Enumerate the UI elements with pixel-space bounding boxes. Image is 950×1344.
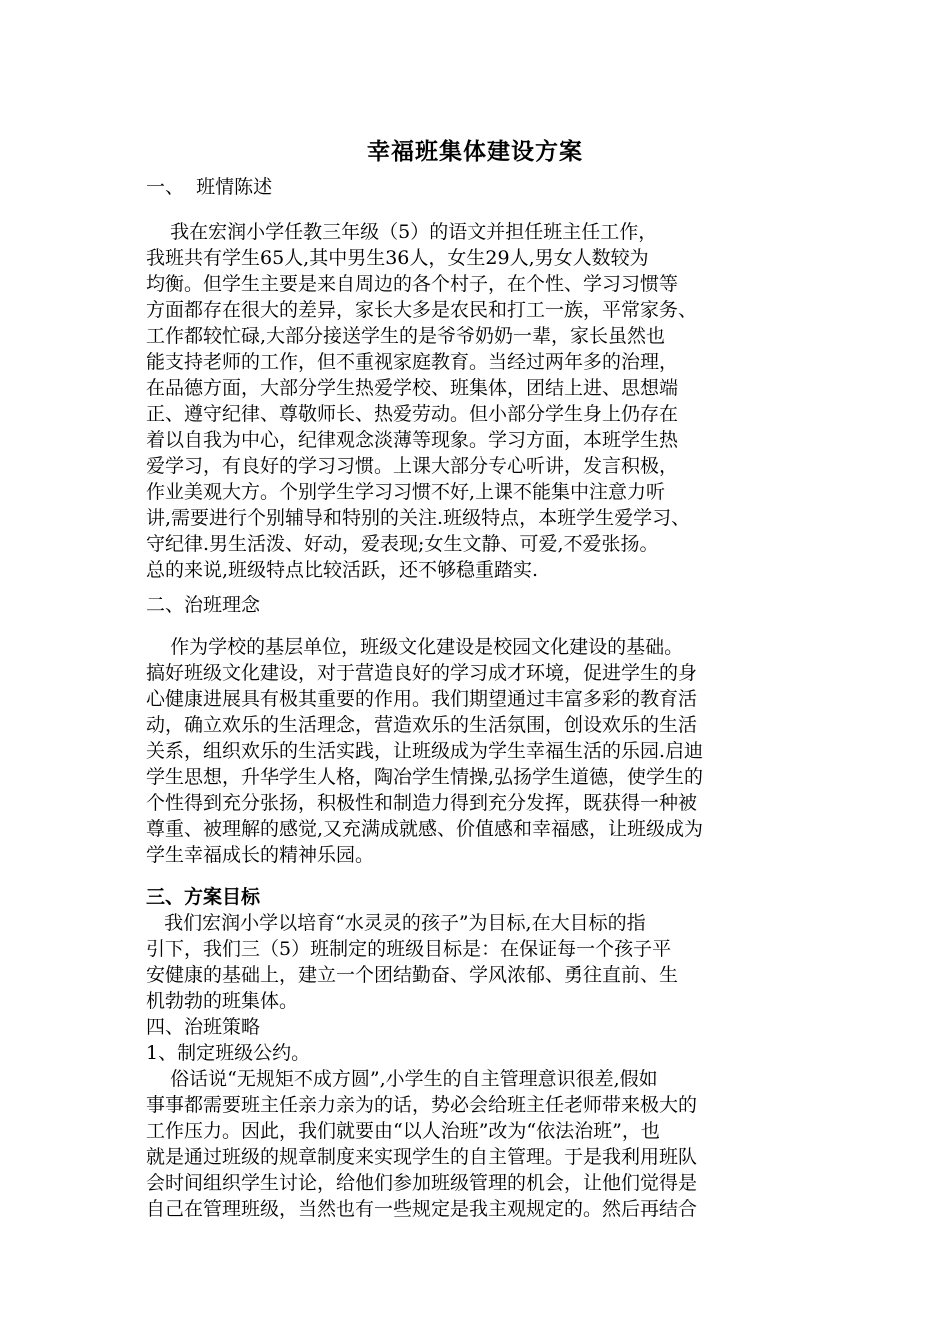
paragraph-line: 我在宏润小学任教三年级（5）的语文并担任班主任工作， — [146, 221, 658, 243]
paragraph-line: 安健康的基础上，建立一个团结勤奋、学风浓郁、勇往直前、生 — [146, 964, 679, 986]
paragraph-line: 俗话说“无规矩不成方圆”,小学生的自主管理意识很差,假如 — [146, 1068, 658, 1090]
section-1-paragraph — [146, 219, 816, 583]
paragraph-line: 事事都需要班主任亲力亲为的话，势必会给班主任老师带来极大的 — [146, 1094, 698, 1116]
paragraph-line: 我班共有学生65人,其中男生36人，女生29人,男女人数较为 — [146, 247, 649, 269]
section-3-heading: 三、方案目标 — [146, 886, 261, 908]
section-1-heading: 一、 班情陈述 — [146, 176, 273, 198]
paragraph-line: 尊重、被理解的感觉,又充满成就感、价值感和幸福感，让班级成为 — [146, 818, 704, 840]
paragraph-line: 就是通过班级的规章制度来实现学生的自主管理。于是我利用班队 — [146, 1146, 698, 1168]
paragraph-line: 搞好班级文化建设，对于营造良好的学习成才环境，促进学生的身 — [146, 662, 698, 684]
paragraph-line: 引下，我们三（5）班制定的班级目标是：在保证每一个孩子平 — [146, 938, 672, 960]
section-3-paragraph — [146, 910, 816, 1014]
paragraph-line: 自己在管理班级，当然也有一些规定是我主观规定的。然后再结合 — [146, 1198, 698, 1220]
paragraph-line: 学生幸福成长的精神乐园。 — [146, 844, 375, 866]
paragraph-line: 能支持老师的工作，但不重视家庭教育。当经过两年多的治理， — [146, 351, 679, 373]
paragraph-line: 我们宏润小学以培育“水灵灵的孩子”为目标,在大目标的指 — [146, 912, 646, 934]
paragraph-line: 作业美观大方。个别学生学习习惯不好,上课不能集中注意力听 — [146, 481, 666, 503]
paragraph-line: 正、遵守纪律、尊敬师长、热爱劳动。但小部分学生身上仍存在 — [146, 403, 679, 425]
paragraph-line: 学生思想，升华学生人格，陶冶学生情操,弘扬学生道德，使学生的 — [146, 766, 704, 788]
paragraph-line: 工作压力。因此，我们就要由“以人治班”改为“依法治班”，也 — [146, 1120, 660, 1142]
section-2-heading: 二、治班理念 — [146, 594, 261, 616]
paragraph-line: 讲,需要进行个别辅导和特别的关注.班级特点，本班学生爱学习、 — [146, 507, 691, 529]
paragraph-line: 会时间组织学生讨论，给他们参加班级管理的机会，让他们觉得是 — [146, 1172, 698, 1194]
paragraph-line: 关系，组织欢乐的生活实践，让班级成为学生幸福生活的乐园.启迪 — [146, 740, 704, 762]
paragraph-line: 工作都较忙碌,大部分接送学生的是爷爷奶奶一辈，家长虽然也 — [146, 325, 666, 347]
paragraph-line: 总的来说,班级特点比较活跃，还不够稳重踏实. — [146, 559, 539, 581]
section-4-heading: 四、治班策略 — [146, 1016, 261, 1038]
document-title: 幸福班集体建设方案 — [367, 139, 583, 165]
paragraph-line: 机勃勃的班集体。 — [146, 990, 299, 1012]
paragraph-line: 动，确立欢乐的生活理念，营造欢乐的生活氛围，创设欢乐的生活 — [146, 714, 698, 736]
paragraph-line: 着以自我为中心，纪律观念淡薄等现象。学习方面，本班学生热 — [146, 429, 679, 451]
paragraph-line: 个性得到充分张扬，积极性和制造力得到充分发挥，既获得一种被 — [146, 792, 698, 814]
section-2-paragraph — [146, 634, 816, 868]
section-4-subheading: 1、制定班级公约。 — [146, 1042, 311, 1064]
paragraph-line: 守纪律.男生活泼、好动，爱表现;女生文静、可爱,不爱张扬。 — [146, 533, 659, 555]
section-4-paragraph — [146, 1066, 816, 1222]
paragraph-line: 在品德方面，大部分学生热爱学校、班集体，团结上进、思想端 — [146, 377, 679, 399]
paragraph-line: 心健康进展具有极其重要的作用。我们期望通过丰富多彩的教育活 — [146, 688, 698, 710]
paragraph-line: 作为学校的基层单位，班级文化建设是校园文化建设的基础。 — [146, 636, 684, 658]
paragraph-line: 爱学习，有良好的学习习惯。上课大部分专心听讲，发言积极， — [146, 455, 679, 477]
paragraph-line: 均衡。但学生主要是来自周边的各个村子，在个性、学习习惯等 — [146, 273, 679, 295]
paragraph-line: 方面都存在很大的差异，家长大多是农民和打工一族，平常家务、 — [146, 299, 698, 321]
